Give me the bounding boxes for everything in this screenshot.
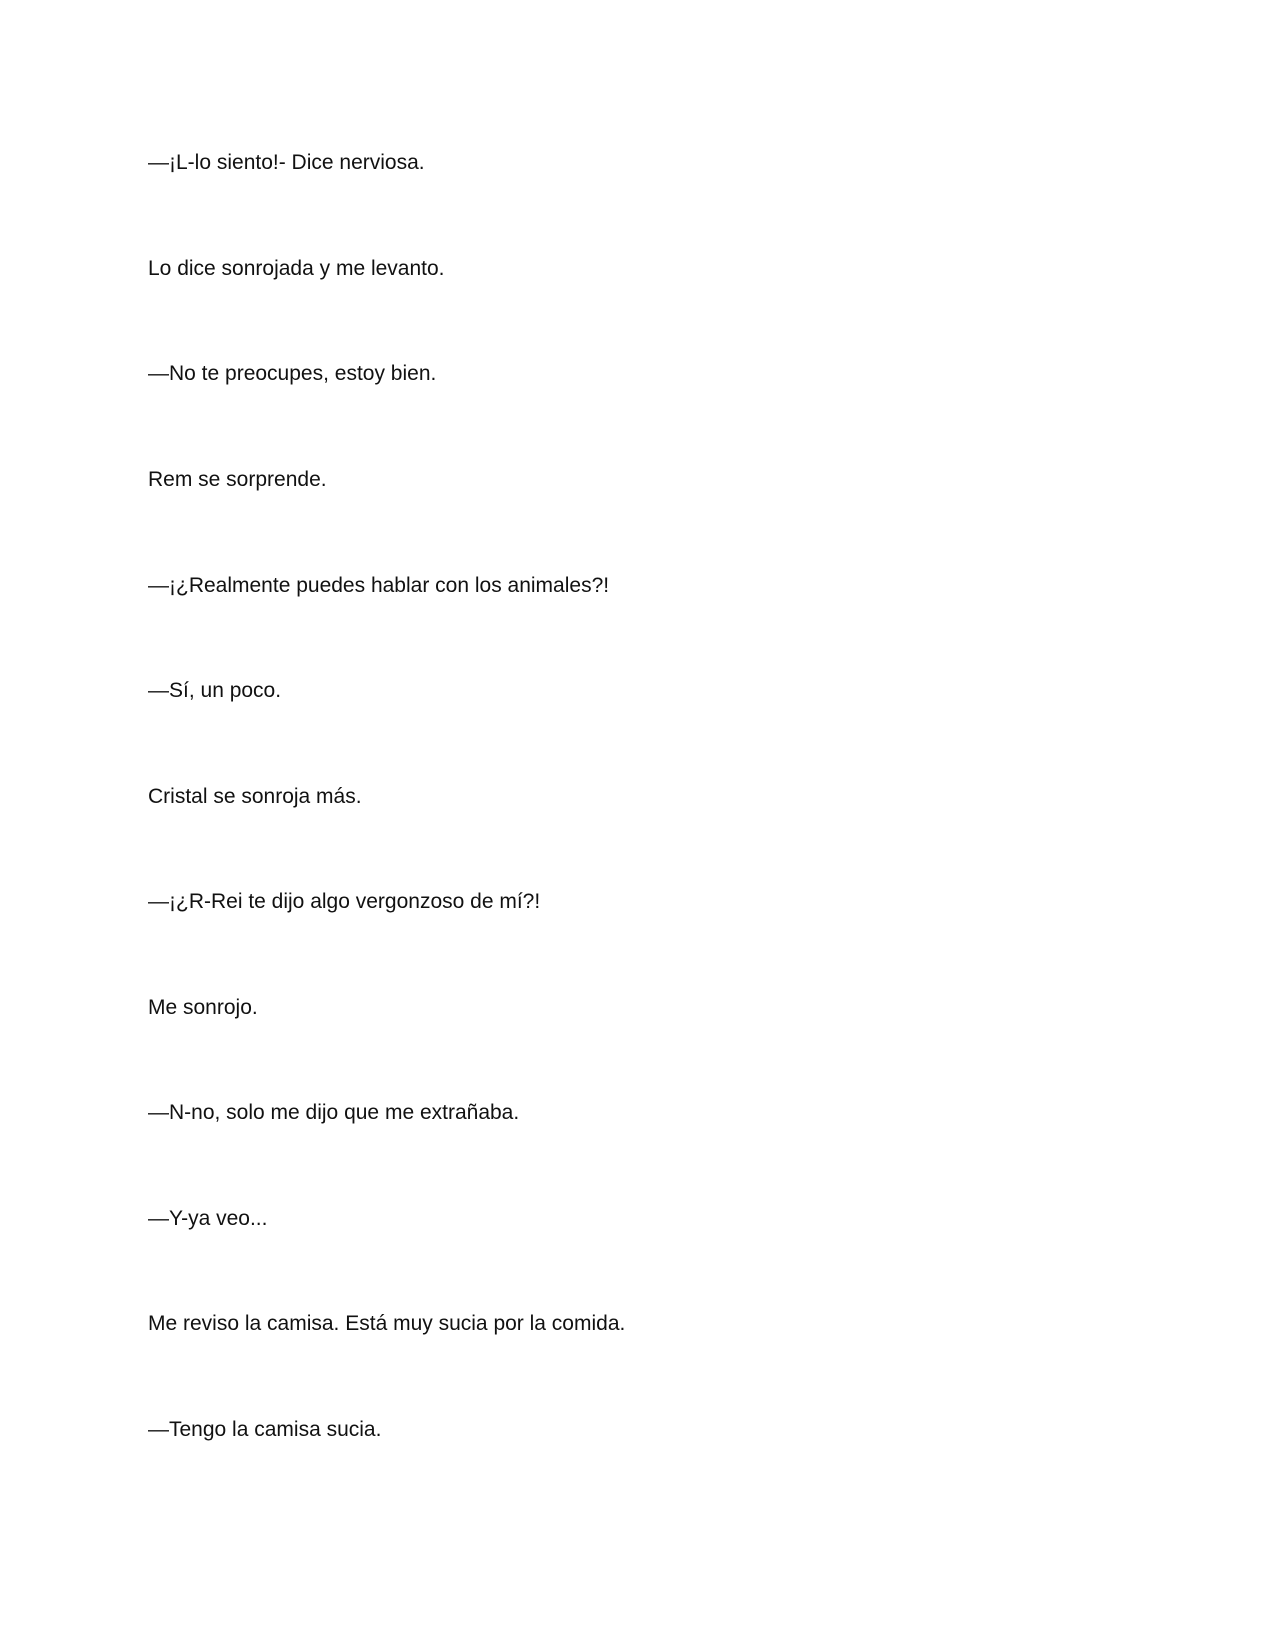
paragraph: Rem se sorprende.: [148, 468, 327, 491]
paragraph: —Y-ya veo...: [148, 1207, 268, 1230]
paragraph: —¡¿Realmente puedes hablar con los animales?!: [148, 574, 610, 597]
paragraph: Lo dice sonrojada y me levanto.: [148, 257, 445, 280]
paragraph: —¡¿R-Rei te dijo algo vergonzoso de mí?!: [148, 890, 541, 913]
paragraph: Me sonrojo.: [148, 996, 258, 1019]
paragraph: —Tengo la camisa sucia.: [148, 1418, 382, 1441]
paragraph: —Sí, un poco.: [148, 679, 282, 702]
paragraph: Cristal se sonroja más.: [148, 785, 362, 808]
paragraph: —¡L-lo siento!- Dice nerviosa.: [148, 151, 425, 174]
paragraph: Me reviso la camisa. Está muy sucia por la comida.: [148, 1312, 626, 1335]
paragraph: —No te preocupes, estoy bien.: [148, 362, 437, 385]
paragraph: —N-no, solo me dijo que me extrañaba.: [148, 1101, 520, 1124]
